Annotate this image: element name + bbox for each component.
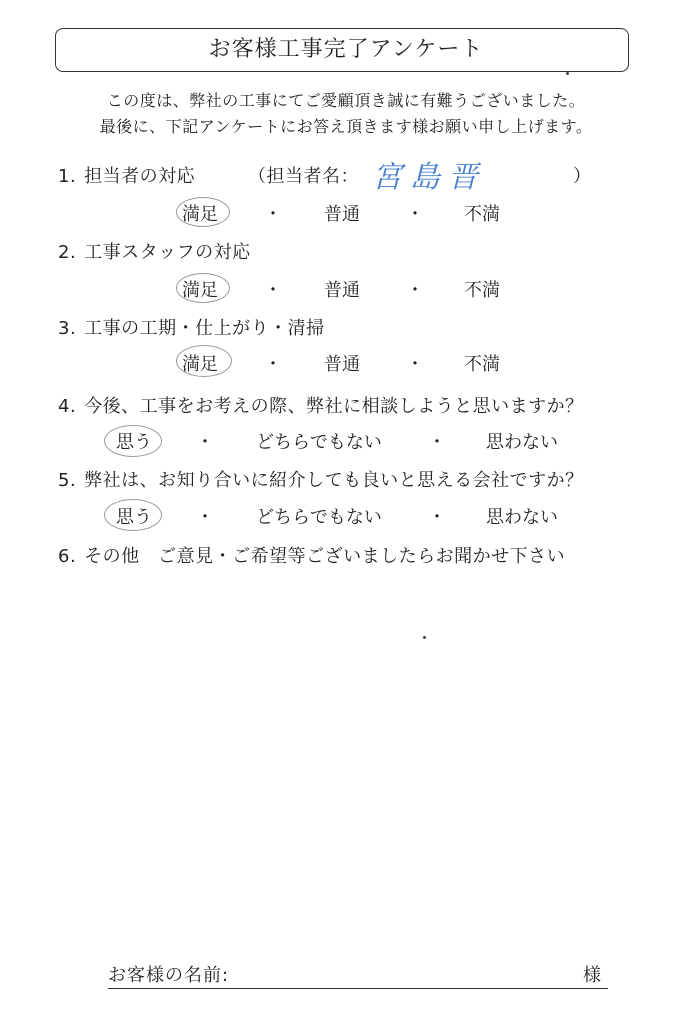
option-unsatisfied[interactable]: 不満 (464, 280, 500, 301)
separator: ・ (406, 204, 424, 225)
question-text: 弊社は、お知り合いに紹介しても良いと思える会社ですか？ (84, 470, 584, 491)
question-number: 1. (58, 166, 77, 187)
question-text: 今後、工事をお考えの際、弊社に相談しようと思いますか？ (84, 396, 584, 417)
separator: ・ (406, 280, 424, 301)
question-text: その他 ご意見・ご希望等ございましたらお聞かせ下さい (84, 546, 566, 567)
question-text: 担当者の対応 (84, 166, 196, 187)
option-neither[interactable]: どちらでもない (256, 432, 382, 453)
option-normal[interactable]: 普通 (324, 280, 360, 301)
intro-line-1: この度は、弊社の工事にてご愛顧頂き誠に有難うございました。 (106, 91, 586, 110)
option-dont-think-so[interactable]: 思わない (486, 507, 558, 528)
survey-title: お客様工事完了アンケート (208, 37, 484, 62)
customer-name-line[interactable] (108, 988, 608, 989)
separator: ・ (196, 507, 214, 528)
separator: ・ (428, 507, 446, 528)
staff-name-handwritten: 宮島晋 (372, 160, 486, 195)
customer-name-label: お客様の名前: (108, 965, 230, 986)
option-neither[interactable]: どちらでもない (256, 507, 382, 528)
separator: ・ (196, 432, 214, 453)
question-3 (58, 314, 325, 340)
separator: ・ (264, 204, 282, 225)
staff-name-label: （担当者名： (248, 166, 359, 187)
question-text: 工事スタッフの対応 (84, 242, 251, 263)
option-think-so[interactable]: 思う (116, 432, 152, 453)
question-number: 4. (58, 396, 77, 417)
separator: ・ (264, 354, 282, 375)
question-4 (58, 392, 584, 418)
question-text: 工事の工期・仕上がり・清掃 (84, 318, 325, 339)
question-6 (58, 542, 565, 568)
question-number: 5. (58, 470, 77, 491)
option-normal[interactable]: 普通 (324, 204, 360, 225)
option-satisfied[interactable]: 満足 (182, 354, 218, 375)
separator: ・ (406, 354, 424, 375)
option-satisfied[interactable]: 満足 (182, 280, 218, 301)
option-unsatisfied[interactable]: 不満 (464, 354, 500, 375)
separator: ・ (428, 432, 446, 453)
question-2 (58, 238, 251, 264)
option-think-so[interactable]: 思う (116, 507, 152, 528)
option-dont-think-so[interactable]: 思わない (486, 432, 558, 453)
separator: ・ (264, 280, 282, 301)
question-1 (58, 162, 195, 188)
option-satisfied[interactable]: 満足 (182, 204, 218, 225)
question-5 (58, 466, 584, 492)
scan-speck (566, 72, 569, 75)
question-number: 3. (58, 318, 77, 339)
scan-speck (423, 636, 426, 639)
honorific-sama: 様 (583, 965, 601, 986)
question-number: 6. (58, 546, 77, 567)
question-number: 2. (58, 242, 77, 263)
intro-line-2: 最後に、下記アンケートにお答え頂きます様お願い申し上げます。 (99, 117, 593, 136)
option-unsatisfied[interactable]: 不満 (464, 204, 500, 225)
option-normal[interactable]: 普通 (324, 354, 360, 375)
close-paren: ） (573, 166, 591, 187)
